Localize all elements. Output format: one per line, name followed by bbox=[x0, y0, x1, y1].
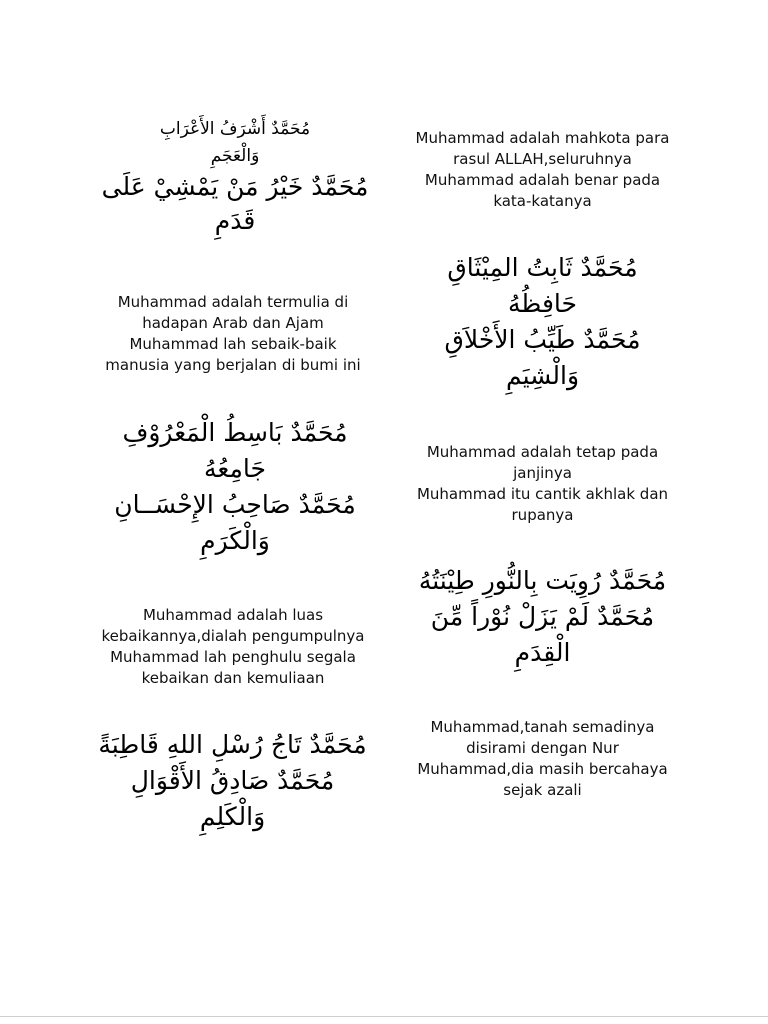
left-verse-2 bbox=[90, 415, 380, 559]
verse-line: قَدَمِ bbox=[214, 206, 256, 235]
translation-line: kebaikan dan kemuliaan bbox=[141, 669, 325, 687]
right-translation-1 bbox=[400, 128, 685, 212]
translation-line: Muhammad adalah benar pada bbox=[424, 171, 661, 189]
verse-line: مُحَمَّدٌ أَشْرَفُ الأَعْرَابِ bbox=[159, 119, 311, 139]
left-translation-1 bbox=[88, 292, 378, 376]
verse-line: مُحَمَّدٌ لَمْ يَزَلْ نُوْراً مِّنَ bbox=[430, 602, 655, 631]
translation-line: kebaikannya,dialah pengumpulnya bbox=[101, 627, 365, 645]
verse-line: مُحَمَّدٌ صَادِقُ الأَقْوَالِ bbox=[130, 766, 335, 795]
verse-line: مُحَمَّدٌ صَاحِبُ الإِحْسَــانِ bbox=[114, 490, 356, 519]
translation-line: manusia yang berjalan di bumi ini bbox=[105, 356, 361, 374]
verse-line: مُحَمَّدٌ طَيِّبُ الأَخْلاَقِ bbox=[444, 325, 641, 354]
verse-line: مُحَمَّدٌ تَاجُ رُسْلِ اللهِ قَاطِبَةً bbox=[98, 730, 367, 759]
translation-line: rupanya bbox=[511, 506, 574, 524]
translation-line: Muhammad,dia masih bercahaya bbox=[417, 760, 668, 778]
verse-line: الْقِدَمِ bbox=[514, 638, 571, 667]
left-verse-3 bbox=[80, 727, 385, 835]
verse-line: وَالْكَرَمِ bbox=[200, 526, 270, 555]
translation-line: sejak azali bbox=[503, 781, 582, 799]
right-verse-1 bbox=[400, 250, 685, 394]
translation-line: Muhammad lah sebaik-baik bbox=[129, 335, 337, 353]
translation-line: rasul ALLAH,seluruhnya bbox=[453, 150, 632, 168]
page-bottom-divider bbox=[0, 1016, 768, 1017]
verse-line: حَافِظُهُ bbox=[508, 289, 577, 318]
translation-line: hadapan Arab dan Ajam bbox=[142, 314, 324, 332]
translation-line: Muhammad,tanah semadinya bbox=[430, 718, 655, 736]
translation-line: disirami dengan Nur bbox=[466, 739, 619, 757]
translation-line: janjinya bbox=[513, 464, 572, 482]
translation-line: Muhammad adalah mahkota para bbox=[415, 129, 670, 147]
verse-line: مُحَمَّدٌ بَاسِطُ الْمَعْرُوْفِ bbox=[122, 418, 348, 447]
verse-line: وَالْكَلِمِ bbox=[199, 802, 266, 831]
right-translation-2 bbox=[400, 442, 685, 526]
left-translation-2 bbox=[88, 605, 378, 689]
verse-line: جَامِعُهُ bbox=[204, 454, 266, 483]
translation-line: Muhammad lah penghulu segala bbox=[110, 648, 356, 666]
translation-line: Muhammad adalah termulia di bbox=[117, 293, 349, 311]
translation-line: kata-katanya bbox=[493, 192, 592, 210]
verse-line: وَالْعَجَمِ bbox=[210, 146, 260, 166]
verse-line: مُحَمَّدٌ رُوِيَت بِالنُّورِ طِيْنَتُهُ bbox=[418, 566, 667, 595]
right-translation-3 bbox=[400, 717, 685, 801]
verse-line: مُحَمَّدٌ ثَابِتُ المِيْثَاقِ bbox=[447, 253, 638, 282]
left-verse-1 bbox=[90, 116, 380, 238]
right-verse-2 bbox=[395, 563, 690, 671]
verse-line: مُحَمَّدٌ خَيْرُ مَنْ يَمْشِيْ عَلَى bbox=[101, 172, 369, 201]
verse-line: وَالْشِيَمِ bbox=[505, 361, 580, 390]
translation-line: Muhammad adalah tetap pada bbox=[426, 443, 659, 461]
translation-line: Muhammad itu cantik akhlak dan bbox=[416, 485, 669, 503]
translation-line: Muhammad adalah luas bbox=[142, 606, 324, 624]
